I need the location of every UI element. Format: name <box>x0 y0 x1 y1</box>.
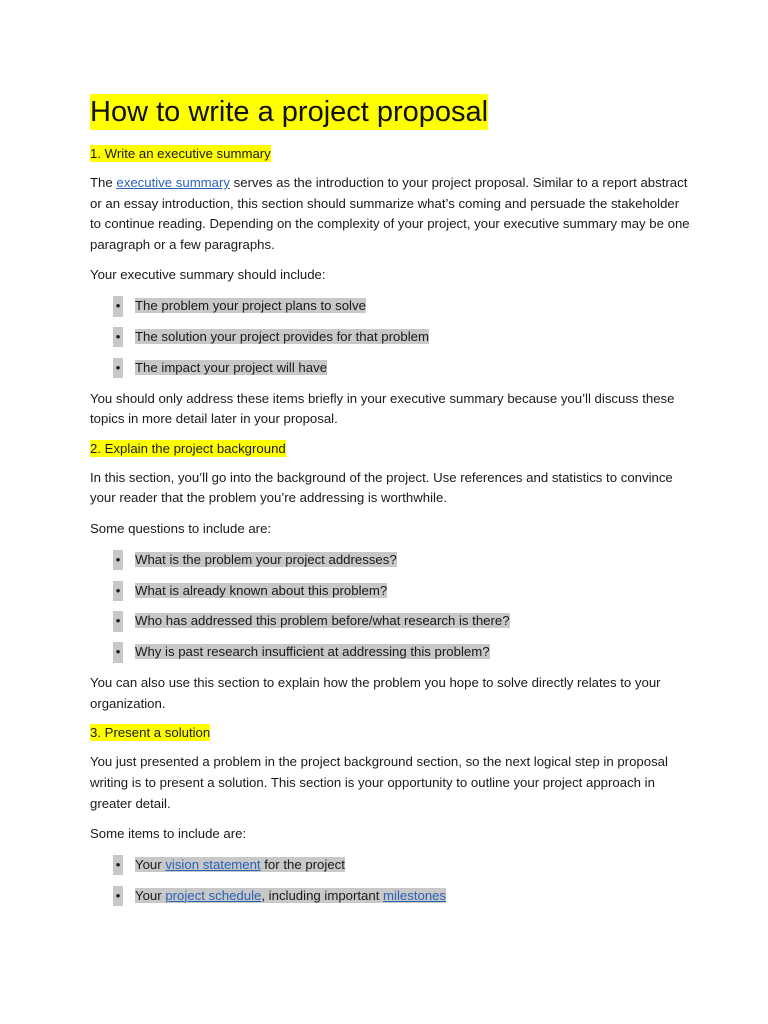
list-item: • Who has addressed this problem before/what research is there? <box>90 611 690 632</box>
bullet-icon: • <box>113 642 123 663</box>
list-item: • What is the problem your project addresses? <box>90 550 690 571</box>
section-present-solution <box>90 724 690 906</box>
milestones-link[interactable]: milestones <box>383 887 447 903</box>
list-lead: Some questions to include are: <box>90 521 272 537</box>
bullet-icon: • <box>113 855 123 876</box>
paragraph: You should only address these items briefly in your executive summary because you’ll discuss these topics in more detail later in your proposal. <box>90 390 675 427</box>
list-item: • Your vision statement for the project <box>90 855 690 876</box>
list-item: • Your project schedule, including important milestones <box>90 886 690 907</box>
bullet-list <box>90 855 690 906</box>
bullet-icon: • <box>113 581 123 602</box>
bullet-icon: • <box>113 358 123 379</box>
list-item: • The problem your project plans to solve <box>90 296 690 317</box>
list-item: • Why is past research insufficient at addressing this problem? <box>90 642 690 663</box>
bullet-list <box>90 550 690 663</box>
section-heading: 3. Present a solution <box>90 725 211 741</box>
vision-statement-link[interactable]: vision statement <box>165 856 261 872</box>
paragraph: In this section, you’ll go into the background of the project. Use references and statistics to convince your reader that the problem you’re addressing is worthwhile. <box>90 469 673 506</box>
project-schedule-link[interactable]: project schedule <box>165 887 262 903</box>
executive-summary-link[interactable]: executive summary <box>116 175 230 190</box>
section-executive-summary <box>90 145 690 430</box>
bullet-list <box>90 296 690 378</box>
paragraph: You just presented a problem in the project background section, so the next logical step in proposal writing is to present a solution. This section is your opportunity to outline your project approach in greater detail. <box>90 754 668 811</box>
document-title: How to write a project proposal <box>90 96 489 128</box>
bullet-icon: • <box>113 611 123 632</box>
section-heading: 1. Write an executive summary <box>90 146 271 161</box>
bullet-icon: • <box>113 550 123 571</box>
list-lead: Your executive summary should include: <box>90 267 326 283</box>
list-item: • The impact your project will have <box>90 358 690 379</box>
list-item: • What is already known about this problem? <box>90 581 690 602</box>
list-lead: Some items to include are: <box>90 826 247 842</box>
list-item: • The solution your project provides for that problem <box>90 327 690 348</box>
section-heading: 2. Explain the project background <box>90 440 286 456</box>
bullet-icon: • <box>113 296 123 317</box>
bullet-icon: • <box>113 886 123 907</box>
paragraph: The executive summary serves as the introduction to your project proposal. Similar to a report abstract or an essay introduction, this section should summarize what’s coming and persuade the stakeholder to continue reading. Depending on the complexity of your project, your executive summary may be one paragraph or a few paragraphs. <box>90 175 690 252</box>
bullet-icon: • <box>113 327 123 348</box>
document-page <box>90 94 690 917</box>
paragraph: You can also use this section to explain how the problem you hope to solve directly relates to your organization. <box>90 675 661 711</box>
section-project-background <box>90 440 690 715</box>
